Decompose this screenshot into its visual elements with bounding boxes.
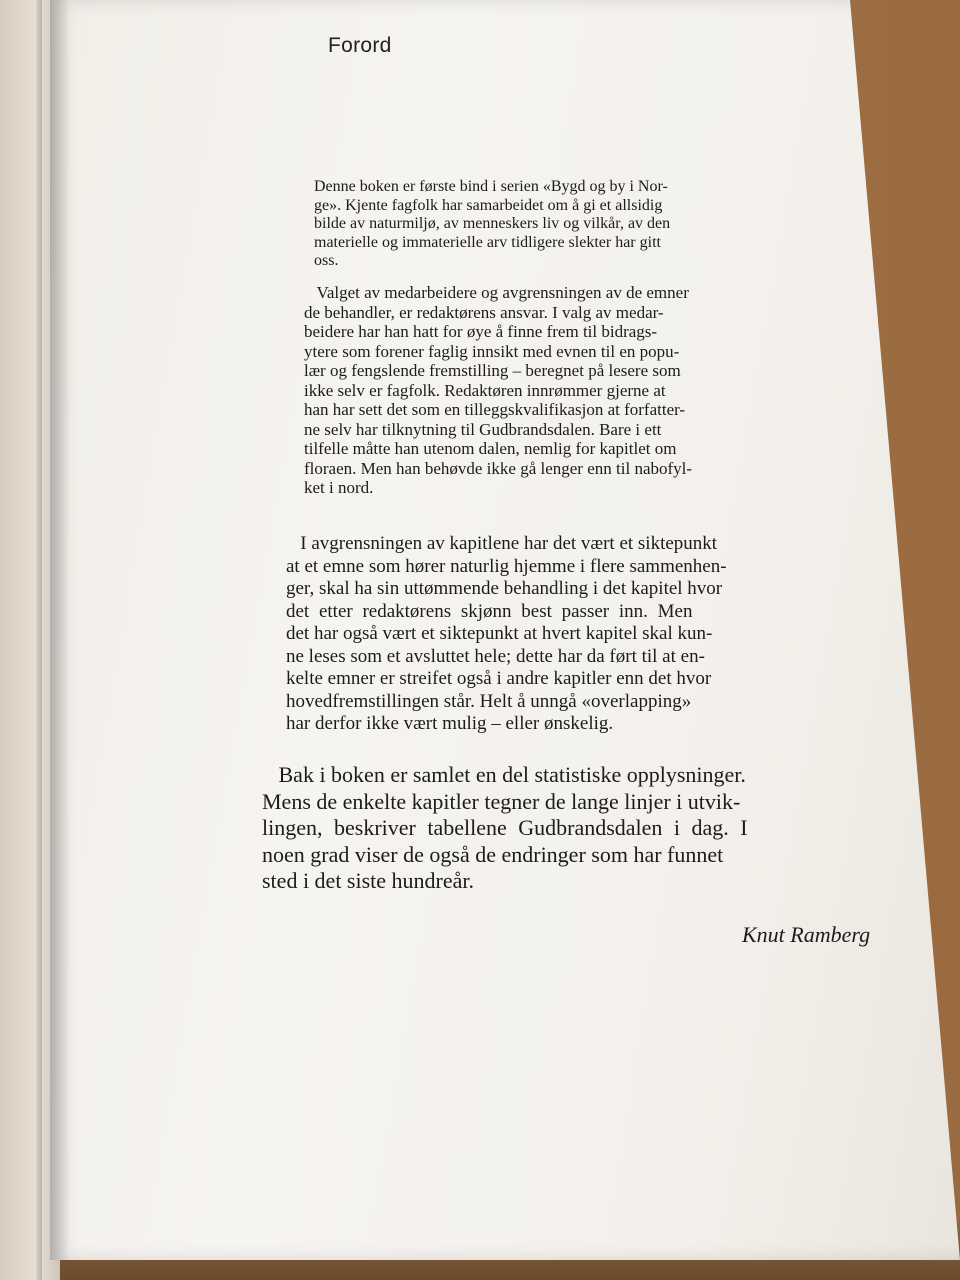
text-line: det har også vært et siktepunkt at hvert kapitel skal kun- (286, 623, 713, 644)
text-line: lingen, beskriver tabellene Gudbrandsdalen i dag. I (262, 815, 748, 840)
text-line: ytere som forener faglig innsikt med evnen til en popu- (304, 341, 680, 361)
text-line: det etter redaktørens skjønn best passer inn. Men (286, 600, 693, 622)
author-signature: Knut Ramberg (742, 922, 871, 947)
text-line: har derfor ikke vært mulig – eller ønskelig. (286, 713, 614, 734)
paragraph-4 (262, 762, 748, 895)
text-line: ge». Kjente fagfolk har samarbeidet om å gi et allsidig (314, 196, 663, 214)
text-line: ikke selv er fagfolk. Redaktøren innrømmer gjerne at (304, 380, 666, 400)
text-line: ne selv har tilknytning til Gudbrandsdalen. Bare i ett (304, 419, 662, 439)
text-line: materielle og immaterielle arv tidligere slekter har gitt (314, 233, 661, 251)
page-gutter-shadow (36, 0, 42, 1280)
text-line: tilfelle måtte han utenom dalen, nemlig for kapitlet om (304, 439, 677, 458)
text-line: floraen. Men han behøvde ikke gå lenger enn til nabofyl- (304, 458, 693, 478)
text-line: lær og fengslende fremstilling – beregnet på lesere som (304, 361, 681, 380)
text-line: han har sett det som en tilleggskvalifikasjon at forfatter- (304, 400, 686, 419)
text-line: Bak i boken er samlet en del statistiske opplysninger. (262, 762, 746, 787)
text-line: ger, skal ha sin uttømmende behandling i det kapitel hvor (286, 578, 723, 599)
paragraph-3 (286, 533, 727, 736)
text-line: Valget av medarbeidere og avgrensningen av de emner (304, 283, 689, 302)
text-line: Denne boken er første bind i serien «Bygd og by i Nor- (314, 178, 668, 195)
page-spine-shadow (50, 0, 70, 1260)
paragraph-1 (314, 178, 670, 271)
text-line: oss. (314, 252, 339, 269)
text-line: kelte emner er streifet også i andre kapitler enn det hvor (286, 668, 712, 689)
text-line: Mens de enkelte kapitler tegner de lange linjer i utvik- (262, 788, 741, 814)
page-title: Forord (328, 34, 392, 57)
text-line: at et emne som hører naturlig hjemme i flere sammenhen- (286, 555, 727, 577)
paragraph-2 (304, 283, 692, 498)
text-line: sted i det siste hundreår. (262, 868, 475, 893)
text-line: I avgrensningen av kapitlene har det vært et siktepunkt (286, 533, 718, 554)
text-line: de behandler, er redaktørens ansvar. I valg av medar- (304, 302, 664, 322)
text-line: ne leses som et avsluttet hele; dette har da ført til at en- (286, 645, 705, 667)
text-line: hovedfremstillingen står. Helt å unngå «overlapping» (286, 690, 692, 712)
text-line: noen grad viser de også de endringer som har funnet (262, 841, 724, 867)
text-line: bilde av naturmiljø, av menneskers liv og vilkår, av den (314, 215, 671, 232)
text-line: beidere har han hatt for øye å finne frem til bidrags- (304, 322, 658, 341)
text-line: ket i nord. (304, 478, 374, 497)
